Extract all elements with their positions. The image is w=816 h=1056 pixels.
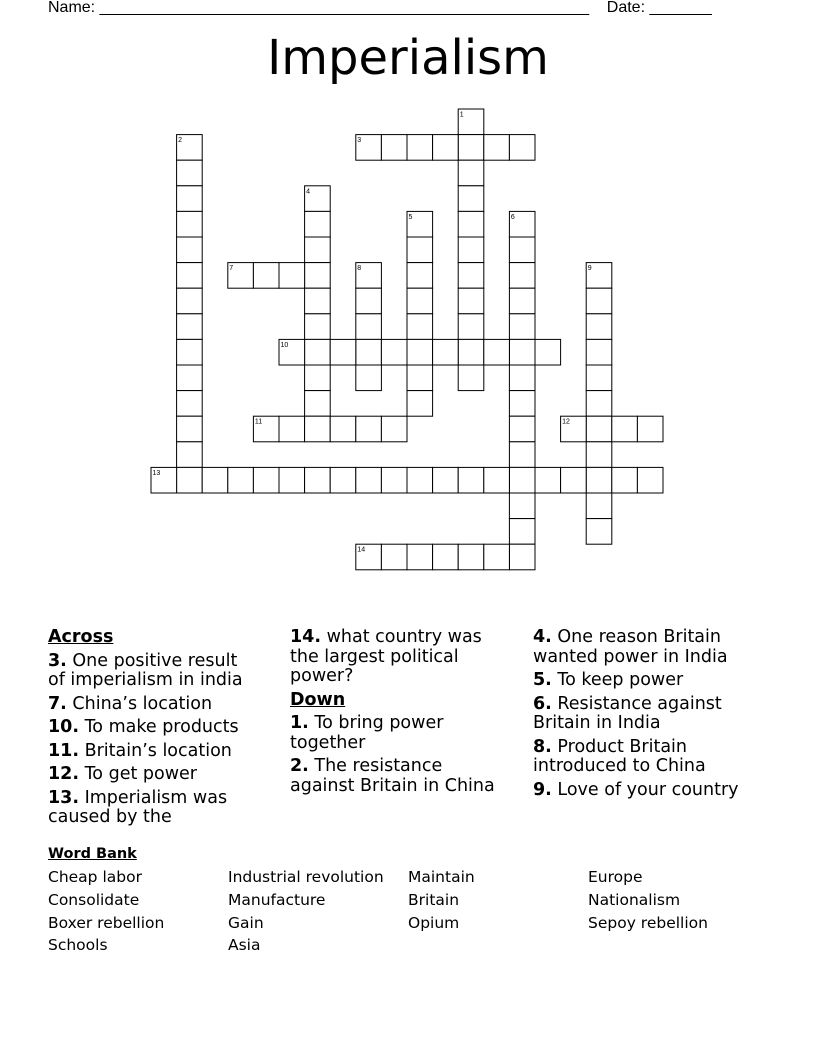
grid-cell[interactable] [509,237,535,263]
grid-cell[interactable] [407,339,433,365]
grid-cell[interactable] [637,467,663,493]
date-field[interactable]: Date: _______ [606,0,712,16]
grid-cell[interactable] [586,314,612,340]
grid-cell[interactable] [177,467,203,493]
grid-cell[interactable] [484,339,510,365]
grid-cell[interactable] [407,365,433,391]
grid-cell[interactable] [177,314,203,340]
grid-cell[interactable] [279,467,305,493]
across-heading: Across [48,627,114,647]
grid-cell[interactable] [535,467,561,493]
grid-cell[interactable] [279,263,305,289]
clue-number: 10 [280,341,289,349]
word-bank-title: Word Bank [48,846,137,862]
grid-cell[interactable] [458,160,484,186]
grid-cell[interactable] [535,339,561,365]
clue-column-2 [290,628,505,800]
grid-cell[interactable] [305,391,331,417]
across-clue: 14. what country was the largest political power? [290,627,482,686]
grid-cell[interactable] [509,365,535,391]
clue-number: 3 [357,137,362,145]
grid-cell[interactable] [356,339,382,365]
grid-cell[interactable] [458,263,484,289]
grid-cell[interactable] [356,416,382,442]
clue-number: 9 [587,265,592,273]
grid-cell[interactable] [177,237,203,263]
grid-cell[interactable] [330,339,356,365]
grid-cell[interactable] [458,186,484,212]
clue-number: 2 [178,137,183,145]
down-clue: 6. Resistance against Britain in India [533,693,722,733]
grid-cell[interactable] [177,339,203,365]
grid-cell[interactable] [509,391,535,417]
page-title: Imperialism [267,30,549,86]
across-clue: 13. Imperialism was caused by the [48,787,228,827]
grid-cell[interactable] [561,467,587,493]
grid-cell[interactable] [433,467,459,493]
grid-cell[interactable] [433,135,459,161]
grid-cell[interactable] [177,416,203,442]
word-bank-item: Maintain [408,868,475,886]
grid-cell[interactable] [330,416,356,442]
grid-cell[interactable] [253,263,279,289]
clue-column-1 [48,628,258,832]
clue-number: 12 [562,418,570,426]
grid-cell[interactable] [305,263,331,289]
grid-cell[interactable] [458,339,484,365]
grid-cell[interactable] [177,442,203,468]
grid-cell[interactable] [458,288,484,314]
clue-number: 13 [152,469,161,477]
grid-cell[interactable] [509,288,535,314]
grid-cell[interactable] [458,314,484,340]
down-clue: 1. To bring power together [290,713,444,753]
across-clue: 7. China’s location [48,693,213,714]
grid-cell[interactable] [509,314,535,340]
clue-number: 4 [306,188,311,196]
grid-cell[interactable] [305,416,331,442]
grid-cell[interactable] [433,544,459,570]
grid-cell[interactable] [202,467,228,493]
grid-cell[interactable] [612,467,638,493]
grid-cell[interactable] [305,467,331,493]
clue-number: 14 [357,546,366,554]
grid-cell[interactable] [356,467,382,493]
clue-number: 11 [254,418,263,426]
grid-cell[interactable] [458,365,484,391]
word-bank-item: Consolidate [48,891,140,909]
grid-cell[interactable] [586,416,612,442]
grid-cell[interactable] [279,416,305,442]
word-bank-item: Nationalism [588,891,681,909]
grid-cell[interactable] [253,467,279,493]
word-bank-item: Opium [408,914,460,932]
grid-cell[interactable] [509,263,535,289]
grid-cell[interactable] [509,544,535,570]
clue-number: 6 [510,213,515,221]
grid-cell[interactable] [177,211,203,237]
grid-cell[interactable] [586,288,612,314]
grid-cell[interactable] [305,237,331,263]
down-heading: Down [290,689,346,710]
grid-cell[interactable] [458,237,484,263]
clue-number: 8 [357,265,362,273]
grid-cell[interactable] [509,339,535,365]
grid-cell[interactable] [381,135,407,161]
grid-cell[interactable] [458,211,484,237]
grid-cell[interactable] [177,160,203,186]
grid-cell[interactable] [458,467,484,493]
across-clue: 11. Britain’s location [48,740,232,761]
grid-cell[interactable] [228,467,254,493]
grid-cell[interactable] [484,467,510,493]
grid-cell[interactable] [356,314,382,340]
word-bank-item: Britain [408,891,460,909]
word-bank-item: Schools [48,936,108,954]
grid-cell[interactable] [177,263,203,289]
grid-cell[interactable] [305,211,331,237]
grid-cell[interactable] [381,339,407,365]
grid-cell[interactable] [407,544,433,570]
grid-cell[interactable] [509,493,535,519]
clue-number: 1 [459,111,464,119]
down-clue: 2. The resistance against Britain in China [290,756,495,796]
grid-cell[interactable] [407,314,433,340]
down-clue: 5. To keep power [533,670,684,690]
across-clue: 12. To get power [48,764,197,784]
grid-cell[interactable] [458,544,484,570]
grid-cell[interactable] [407,288,433,314]
grid-cell[interactable] [407,391,433,417]
grid-cell[interactable] [458,135,484,161]
across-clue: 3. One positive result of imperialism in india [48,650,243,690]
grid-cell[interactable] [586,339,612,365]
word-bank-item: Boxer rebellion [48,914,165,932]
clue-number: 5 [408,213,413,221]
grid-cell[interactable] [586,519,612,545]
grid-cell[interactable] [177,365,203,391]
grid-cell[interactable] [586,493,612,519]
grid-cell[interactable] [484,135,510,161]
grid-cell[interactable] [330,467,356,493]
grid-cell[interactable] [381,467,407,493]
word-bank-item: Sepoy rebellion [588,914,708,932]
word-bank-item: Asia [228,936,261,954]
word-bank-item: Manufacture [228,891,326,909]
grid-cell[interactable] [509,519,535,545]
grid-cell[interactable] [433,339,459,365]
grid-cell[interactable] [407,237,433,263]
grid-cell[interactable] [586,391,612,417]
clue-number: 7 [229,265,234,273]
clue-column-3 [533,628,768,804]
grid-cell[interactable] [305,314,331,340]
word-bank-item: Gain [228,914,264,932]
grid-cell[interactable] [586,442,612,468]
grid-cell[interactable] [484,544,510,570]
grid-cell[interactable] [612,416,638,442]
grid-cell[interactable] [509,416,535,442]
grid-cell[interactable] [381,416,407,442]
down-clue: 9. Love of your country [533,779,739,800]
grid-cell[interactable] [381,544,407,570]
name-field[interactable]: Name: _______________________________________________________ [48,0,589,16]
grid-cell[interactable] [586,467,612,493]
grid-cell[interactable] [407,135,433,161]
grid-cell[interactable] [586,365,612,391]
grid-cell[interactable] [407,263,433,289]
grid-cell[interactable] [407,467,433,493]
word-bank-item: Europe [588,868,643,886]
grid-cell[interactable] [177,186,203,212]
grid-cell[interactable] [509,467,535,493]
grid-cell[interactable] [509,135,535,161]
grid-cell[interactable] [356,288,382,314]
grid-cell[interactable] [356,365,382,391]
word-bank-item: Industrial revolution [228,868,384,886]
grid-cell[interactable] [305,339,331,365]
grid-cell[interactable] [177,288,203,314]
across-clue: 10. To make products [48,717,239,737]
down-clue: 4. One reason Britain wanted power in India [533,627,728,667]
down-clue: 8. Product Britain introduced to China [533,736,706,776]
grid-cell[interactable] [305,365,331,391]
grid-cell[interactable] [305,288,331,314]
grid-cell[interactable] [637,416,663,442]
grid-cell[interactable] [177,391,203,417]
word-bank-item: Cheap labor [48,868,142,886]
grid-cell[interactable] [509,442,535,468]
